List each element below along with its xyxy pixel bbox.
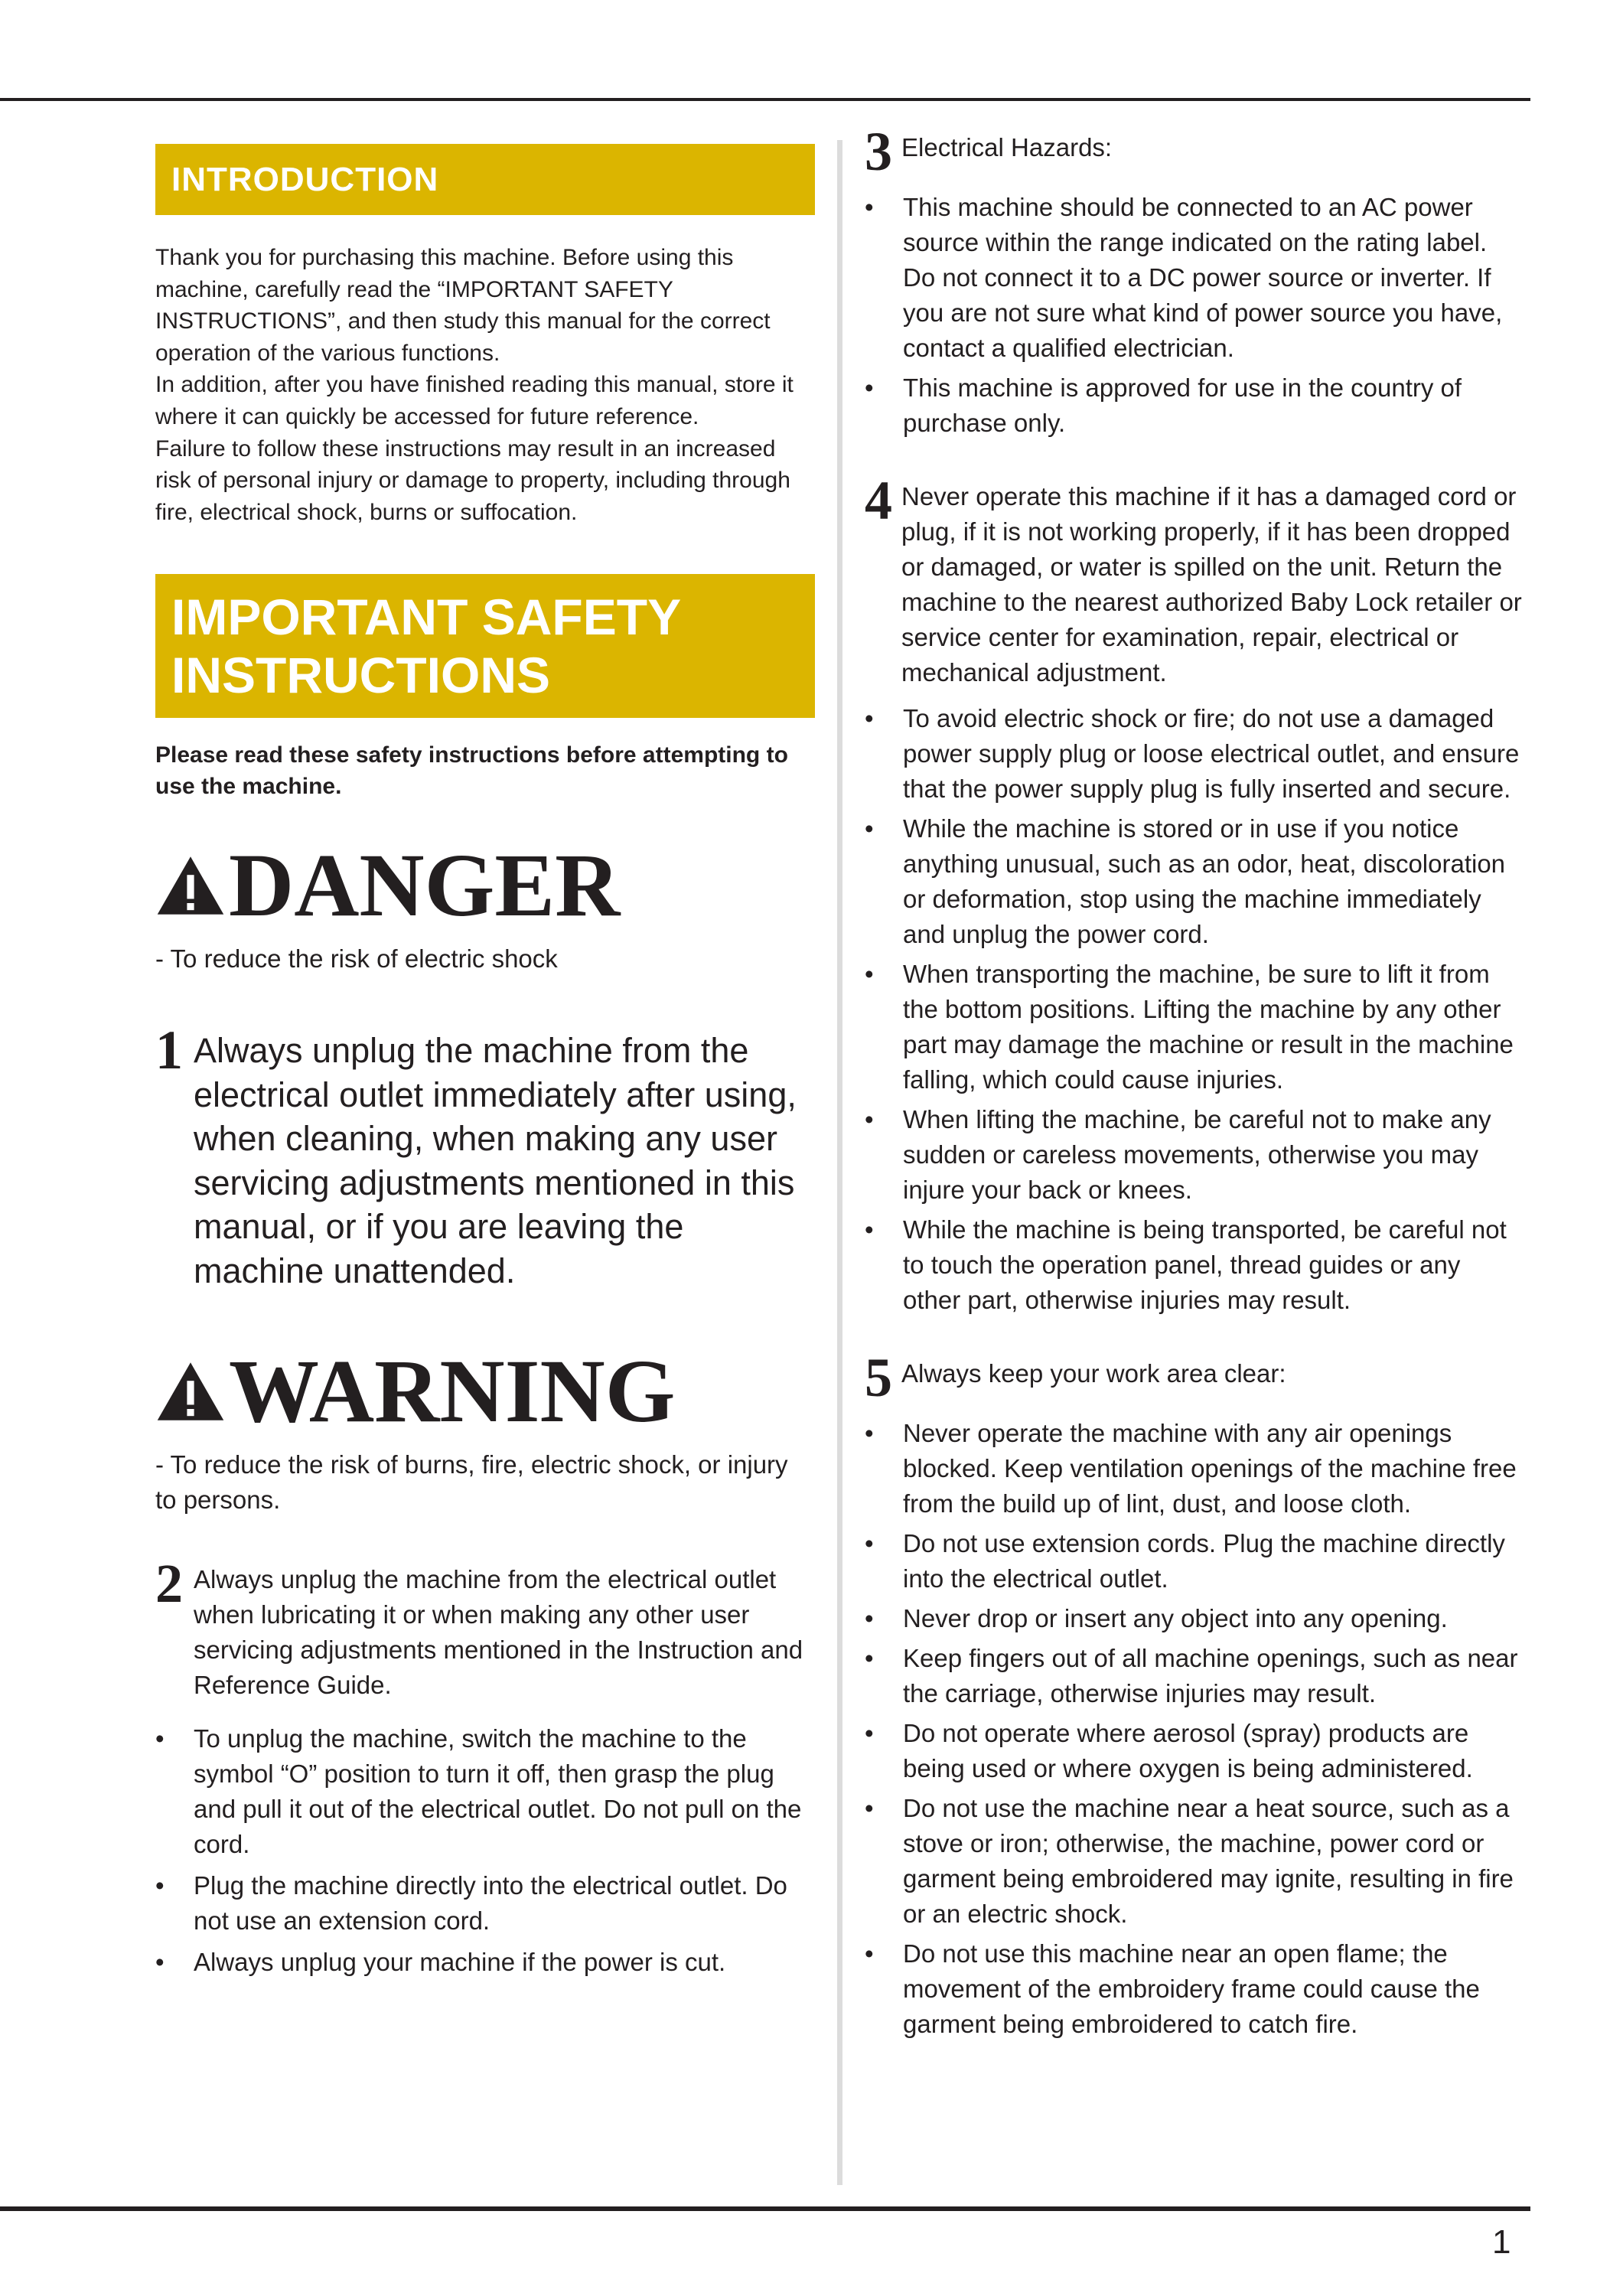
bullet-item: • Do not use the machine near a heat source, such as a stove or iron; otherwise, the machine, power cord or garment being embroidered may ignite, resulting in fire or an electric shock. <box>865 1791 1523 1932</box>
safety-item-3 <box>865 121 1523 182</box>
warning-triangle-icon <box>155 853 226 918</box>
item-number: 4 <box>865 470 892 531</box>
warning-signal <box>155 1341 815 1442</box>
item-2-bullets <box>155 1721 815 1980</box>
left-column <box>155 144 815 1986</box>
read-instructions-notice: Please read these safety instructions before attempting to use the machine. <box>155 742 788 800</box>
page-number: 1 <box>1492 2223 1511 2261</box>
bullet-item: • This machine should be connected to an AC power source within the range indicated on the rating label. Do not connect it to a DC power source or inverter. If you are not sure what kind of power source you have, contact a qualified electrician. <box>865 190 1523 366</box>
bullet-item: • While the machine is stored or in use if you notice anything unusual, such as an odor, heat, discoloration or deformation, stop using the machine immediately and unplug the power cord. <box>865 811 1523 952</box>
bullet-item: • To unplug the machine, switch the machine to the symbol “O” position to turn it off, then grasp the plug and pull it out of the electrical outlet. Do not pull on the cord. <box>155 1721 815 1862</box>
intro-paragraph: Failure to follow these instructions may result in an increased risk of personal injury or damage to property, including through fire, electrical shock, burns or suffocation. <box>155 435 790 525</box>
introduction-text <box>155 242 815 528</box>
danger-subtitle: - To reduce the risk of electric shock <box>155 944 558 974</box>
column-divider <box>837 140 842 2185</box>
bullet-item: • Do not use this machine near an open flame; the movement of the embroidery frame could cause the garment being embroidered to catch fire. <box>865 1936 1523 2042</box>
item-text: Electrical Hazards: <box>901 133 1113 161</box>
danger-title: DANGER <box>229 835 621 936</box>
bullet-item: • Never drop or insert any object into any opening. <box>865 1601 1523 1636</box>
item-4-bullets <box>865 701 1523 1318</box>
important-safety-heading-line: INSTRUCTIONS <box>171 647 550 704</box>
important-safety-heading <box>155 574 815 718</box>
important-safety-heading-line: IMPORTANT SAFETY <box>171 589 682 646</box>
bullet-item: • Keep fingers out of all machine openings, such as near the carriage, otherwise injuries may result. <box>865 1641 1523 1711</box>
item-text: Never operate this machine if it has a damaged cord or plug, if it is not working properly, if it has been dropped or damaged, or water is spilled on the unit. Return the machine to the nearest authorized Baby Lock retailer or service center for examination, repair, electrical or mechanical adjustment. <box>901 482 1522 687</box>
bullet-item: • Plug the machine directly into the electrical outlet. Do not use an extension cord. <box>155 1868 815 1939</box>
item-text: Always unplug the machine from the electrical outlet immediately after using, when cleaning, when making any user servicing adjustments mentioned in this manual, or if you are leaving the machine unattended. <box>194 1031 797 1290</box>
item-number: 1 <box>155 1019 183 1081</box>
warning-title: WARNING <box>229 1341 676 1442</box>
safety-item-4 <box>865 470 1523 690</box>
bullet-item: • While the machine is being transported, be careful not to touch the operation panel, thread guides or any other part, otherwise injuries may result. <box>865 1212 1523 1318</box>
bullet-item: • When lifting the machine, be careful not to make any sudden or careless movements, otherwise you may injure your back or knees. <box>865 1102 1523 1208</box>
item-number: 3 <box>865 121 892 182</box>
item-number: 2 <box>155 1553 183 1615</box>
right-column <box>865 121 1523 2047</box>
intro-paragraph: Thank you for purchasing this machine. Before using this machine, carefully read the “IMPORTANT SAFETY INSTRUCTIONS”, and then study this manual for the correct operation of the various functions. <box>155 245 771 366</box>
bullet-item: • Always unplug your machine if the power is cut. <box>155 1945 815 1980</box>
safety-item-1 <box>155 1019 815 1293</box>
introduction-heading: INTRODUCTION <box>155 144 815 215</box>
item-number: 5 <box>865 1347 892 1408</box>
bullet-item: • Never operate the machine with any air openings blocked. Keep ventilation openings of the machine free from the build up of lint, dust, and loose cloth. <box>865 1416 1523 1521</box>
bottom-rule <box>0 2206 1530 2211</box>
item-text: Always unplug the machine from the electrical outlet when lubricating it or when making any other user servicing adjustments mentioned in the Instruction and Reference Guide. <box>194 1565 803 1700</box>
item-5-bullets <box>865 1416 1523 2042</box>
safety-item-5 <box>865 1347 1523 1408</box>
intro-paragraph: In addition, after you have finished reading this manual, store it where it can quickly be accessed for future reference. <box>155 372 794 429</box>
danger-signal <box>155 835 815 936</box>
top-rule <box>0 98 1530 101</box>
warning-subtitle: - To reduce the risk of burns, fire, electric shock, or injury to persons. <box>155 1450 788 1515</box>
safety-item-2 <box>155 1553 815 1714</box>
bullet-item: • Do not use extension cords. Plug the machine directly into the electrical outlet. <box>865 1526 1523 1596</box>
warning-triangle-icon <box>155 1359 226 1424</box>
bullet-item: • Do not operate where aerosol (spray) products are being used or where oxygen is being administered. <box>865 1716 1523 1786</box>
item-text: Always keep your work area clear: <box>901 1359 1286 1388</box>
item-3-bullets <box>865 190 1523 441</box>
bullet-item: • This machine is approved for use in the country of purchase only. <box>865 370 1523 441</box>
bullet-item: • To avoid electric shock or fire; do not use a damaged power supply plug or loose electrical outlet, and ensure that the power supply plug is fully inserted and secure. <box>865 701 1523 807</box>
bullet-item: • When transporting the machine, be sure to lift it from the bottom positions. Lifting the machine by any other part may damage the machine or result in the machine falling, which could cause injuries. <box>865 957 1523 1097</box>
